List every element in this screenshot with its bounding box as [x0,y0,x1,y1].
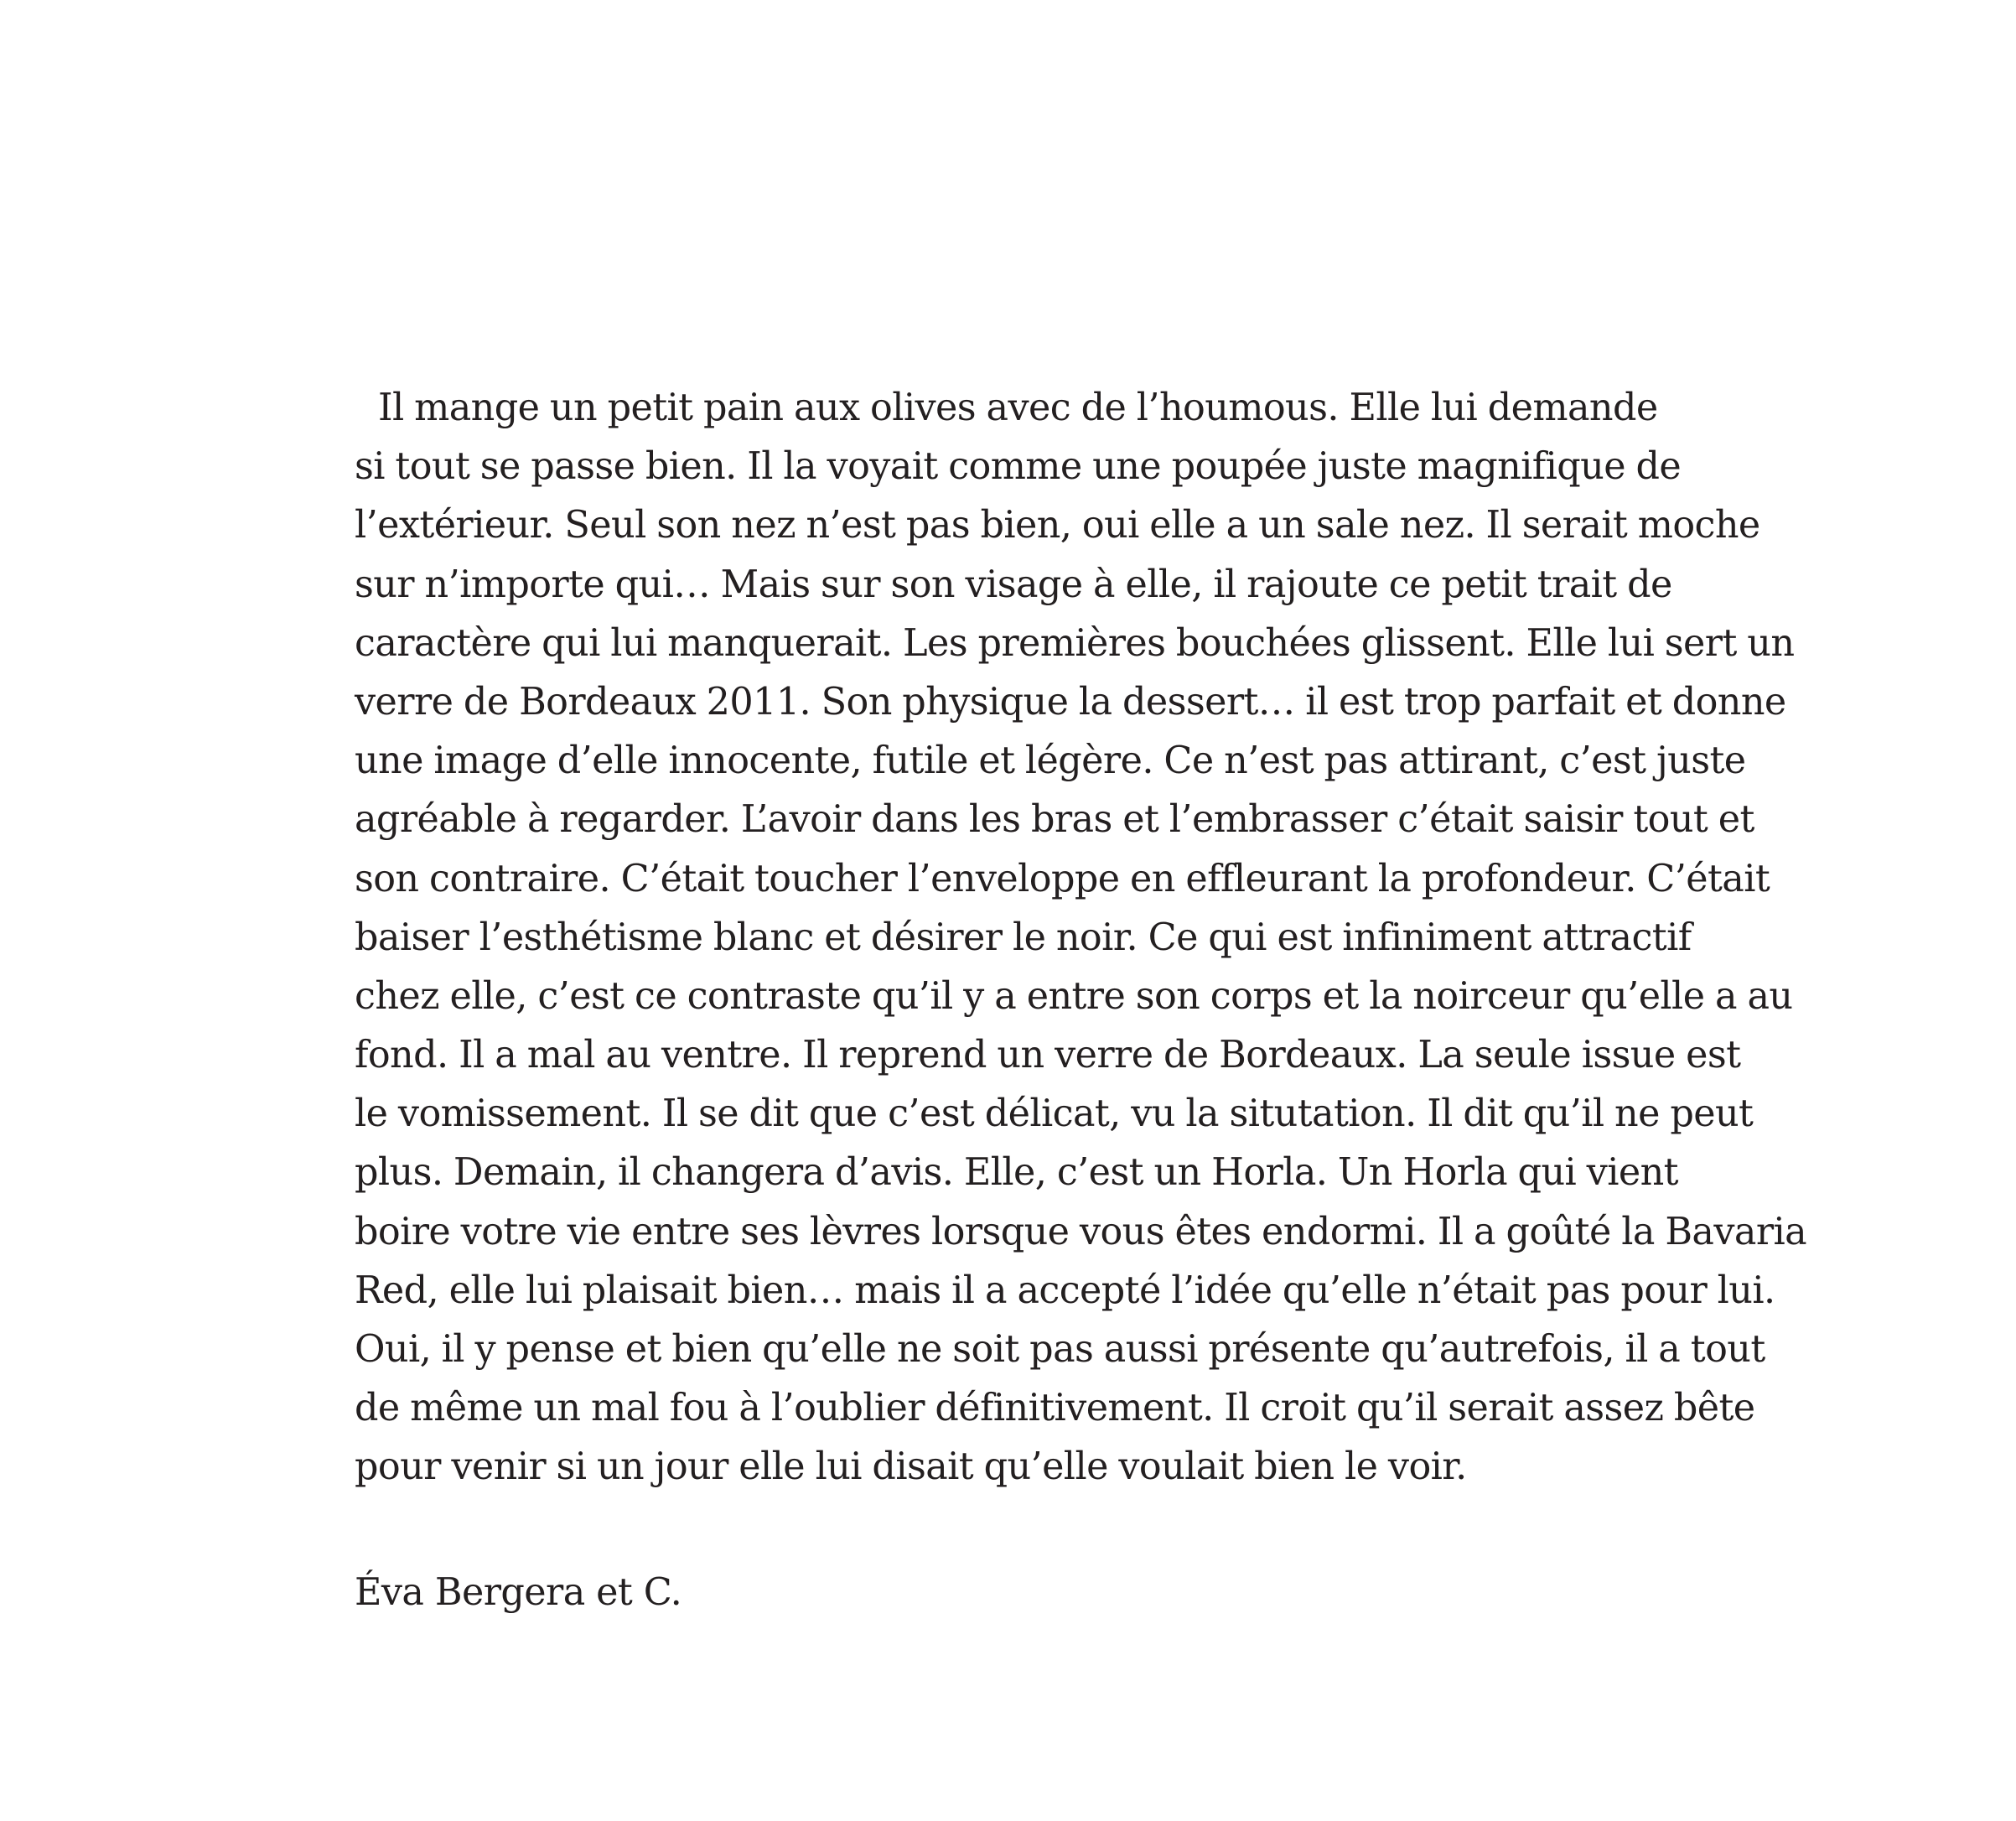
paragraph-line: de même un mal fou à l’oublier définitivement. Il croit qu’il serait assez bête [355,1387,1755,1430]
paragraph-line: son contraire. C’était toucher l’enveloppe en effleurant la profondeur. C’était [355,857,1770,900]
author-signature: Éva Bergera et C. [355,1571,682,1614]
paragraph-line: Red, elle lui plaisait bien… mais il a accepté l’idée qu’elle n’était pas pour lui. [355,1268,1775,1312]
paragraph-line: le vomissement. Il se dit que c’est délicat, vu la situtation. Il dit qu’il ne peut [355,1092,1754,1136]
paragraph-line: Oui, il y pense et bien qu’elle ne soit pas aussi présente qu’autrefois, il a tout [355,1328,1765,1371]
paragraph-line: l’extérieur. Seul son nez n’est pas bien, oui elle a un sale nez. Il serait moche [355,504,1760,547]
paragraph-line: chez elle, c’est ce contraste qu’il y a entre son corps et la noirceur qu’elle a au [355,974,1793,1018]
body-paragraph [355,379,1847,1497]
paragraph-line: caractère qui lui manquerait. Les premières bouchées glissent. Elle lui sert un [355,621,1795,665]
paragraph-line: fond. Il a mal au ventre. Il reprend un verre de Bordeaux. La seule issue est [355,1034,1741,1077]
paragraph-line: baiser l’esthétisme blanc et désirer le noir. Ce qui est infiniment attractif [355,916,1692,959]
paragraph-line: si tout se passe bien. Il la voyait comme une poupée juste magnifique de [355,445,1682,489]
paragraph-line: plus. Demain, il changera d’avis. Elle, c’est un Horla. Un Horla qui vient [355,1151,1678,1195]
paragraph-line: sur n’importe qui… Mais sur son visage à elle, il rajoute ce petit trait de [355,563,1672,606]
paragraph-line: agréable à regarder. L’avoir dans les bras et l’embrasser c’était saisir tout et [355,798,1754,842]
paragraph-line: boire votre vie entre ses lèvres lorsque vous êtes endormi. Il a goûté la Bavaria [355,1210,1807,1253]
paragraph-line: une image d’elle innocente, futile et légère. Ce n’est pas attirant, c’est juste [355,739,1746,783]
paragraph-line: verre de Bordeaux 2011. Son physique la dessert… il est trop parfait et donne [355,680,1786,724]
paragraph-line: pour venir si un jour elle lui disait qu’elle voulait bien le voir. [355,1445,1467,1489]
paragraph-line: Il mange un petit pain aux olives avec de l’houmous. Elle lui demande [378,387,1658,429]
